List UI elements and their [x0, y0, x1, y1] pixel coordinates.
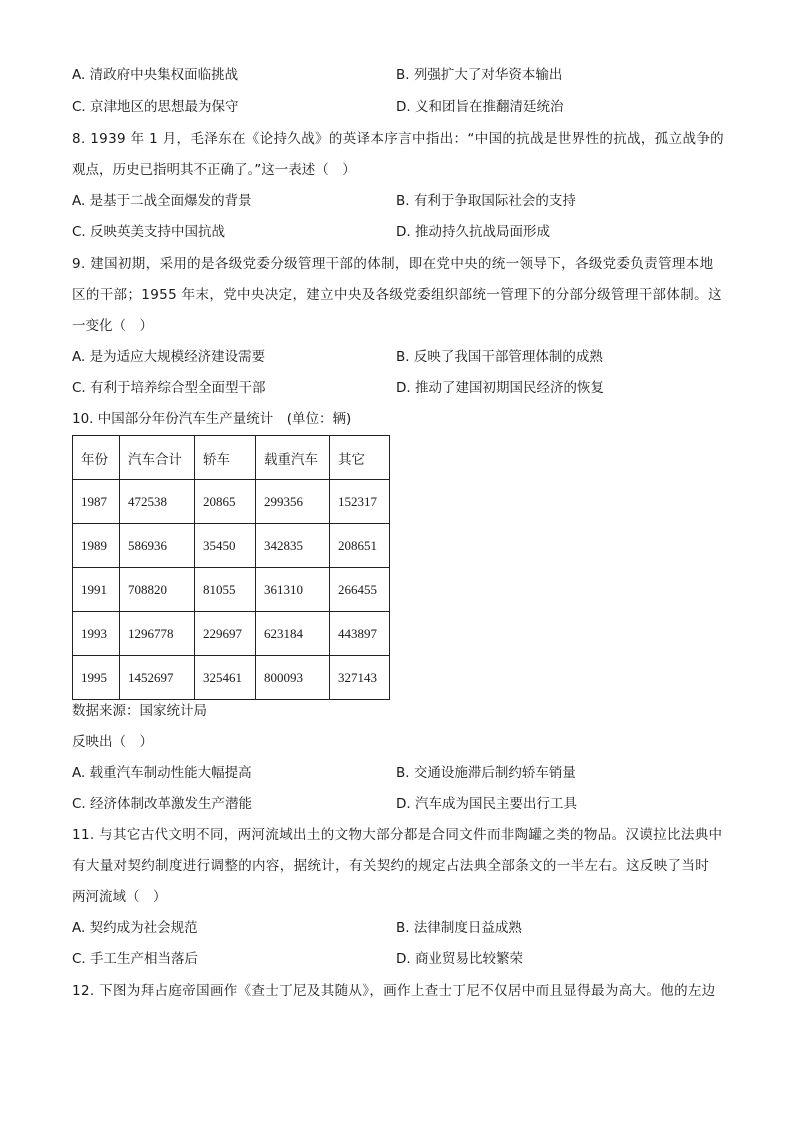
option-b: B. 反映了我国干部管理体制的成熟: [396, 349, 603, 365]
option-c: C. 手工生产相当落后: [72, 951, 199, 967]
table-cell: 443897: [330, 612, 390, 656]
option-c: C. 经济体制改革激发生产潜能: [72, 796, 253, 812]
table-cell: 229697: [195, 612, 256, 656]
option-d: D. 商业贸易比较繁荣: [396, 951, 523, 967]
table-header-cell: 其它: [330, 436, 390, 480]
question-stem-line: 12. 下图为拜占庭帝国画作《查士丁尼及其随从》，画作上查士丁尼不仅居中而且显得最为高大。他的左边: [72, 983, 716, 999]
table-cell: 586936: [120, 524, 195, 568]
table-cell: 299356: [256, 480, 330, 524]
table-cell: 1991: [73, 568, 120, 612]
table-header-cell: 轿车: [195, 436, 256, 480]
table-header-cell: 汽车合计: [120, 436, 195, 480]
table-row: [73, 612, 390, 656]
question-stem-line: 9. 建国初期，采用的是各级党委分级管理干部的体制，即在党中央的统一领导下，各级党委负责管理本地: [72, 256, 714, 272]
car-production-table: [72, 435, 390, 700]
question-stem-line: 一变化（ ）: [72, 318, 153, 334]
option-a: A. 载重汽车制动性能大幅提高: [72, 765, 252, 781]
table-cell: 81055: [195, 568, 256, 612]
option-d: D. 推动了建国初期国民经济的恢复: [396, 380, 604, 396]
table-cell: 800093: [256, 656, 330, 700]
table-cell: 1989: [73, 524, 120, 568]
table-header-cell: 载重汽车: [256, 436, 330, 480]
table-cell: 342835: [256, 524, 330, 568]
option-c: C. 有利于培养综合型全面型干部: [72, 380, 266, 396]
table-cell: 1452697: [120, 656, 195, 700]
option-a: A. 是基于二战全面爆发的背景: [72, 193, 252, 209]
question-stem-line: 8. 1939 年 1 月，毛泽东在《论持久战》的英译本序言中指出：“中国的抗战是世界性的抗战，孤立战争的: [72, 131, 725, 147]
table-cell: 325461: [195, 656, 256, 700]
question-stem-line: 反映出（ ）: [72, 734, 153, 750]
table-cell: 1993: [73, 612, 120, 656]
question-stem-line: 有大量对契约制度进行调整的内容，据统计，有关契约的规定占法典全部条文的一半左右。这反映了当时: [72, 858, 710, 874]
question-stem-line: 11. 与其它古代文明不同，两河流域出土的文物大部分都是合同文件而非陶罐之类的物品。汉谟拉比法典中: [72, 827, 723, 843]
table-cell: 20865: [195, 480, 256, 524]
option-b: B. 列强扩大了对华资本输出: [396, 67, 563, 83]
table-cell: 208651: [330, 524, 390, 568]
option-c: C. 京津地区的思想最为保守: [72, 99, 239, 115]
table-row: [73, 656, 390, 700]
table-cell: 361310: [256, 568, 330, 612]
option-b: B. 交通设施滞后制约轿车销量: [396, 765, 576, 781]
question-stem-line: 10. 中国部分年份汽车生产量统计 (单位：辆): [72, 411, 352, 427]
question-stem-line: 区的干部；1955 年末，党中央决定，建立中央及各级党委组织部统一管理下的分部分级管理干部体制。这: [72, 287, 722, 303]
table-cell: 623184: [256, 612, 330, 656]
data-source-note: 数据来源：国家统计局: [72, 703, 207, 719]
question-stem-line: 两河流域（ ）: [72, 889, 167, 905]
option-c: C. 反映英美支持中国抗战: [72, 224, 226, 240]
table-header-cell: 年份: [73, 436, 120, 480]
table-header-row: [73, 436, 390, 480]
table-cell: 708820: [120, 568, 195, 612]
table-row: [73, 568, 390, 612]
table-cell: 327143: [330, 656, 390, 700]
option-a: A. 是为适应大规模经济建设需要: [72, 349, 266, 365]
question-stem-line: 观点，历史已指明其不正确了。”这一表述（ ）: [72, 162, 356, 178]
option-a: A. 清政府中央集权面临挑战: [72, 67, 239, 83]
option-d: D. 义和团旨在推翻清廷统治: [396, 99, 564, 115]
option-a: A. 契约成为社会规范: [72, 920, 198, 936]
option-d: D. 推动持久抗战局面形成: [396, 224, 550, 240]
table-cell: 1296778: [120, 612, 195, 656]
table-cell: 1995: [73, 656, 120, 700]
table-row: [73, 524, 390, 568]
table-row: [73, 480, 390, 524]
option-b: B. 有利于争取国际社会的支持: [396, 193, 576, 209]
option-d: D. 汽车成为国民主要出行工具: [396, 796, 577, 812]
option-b: B. 法律制度日益成熟: [396, 920, 522, 936]
table-cell: 152317: [330, 480, 390, 524]
table-cell: 35450: [195, 524, 256, 568]
table-cell: 1987: [73, 480, 120, 524]
table-cell: 266455: [330, 568, 390, 612]
table-cell: 472538: [120, 480, 195, 524]
